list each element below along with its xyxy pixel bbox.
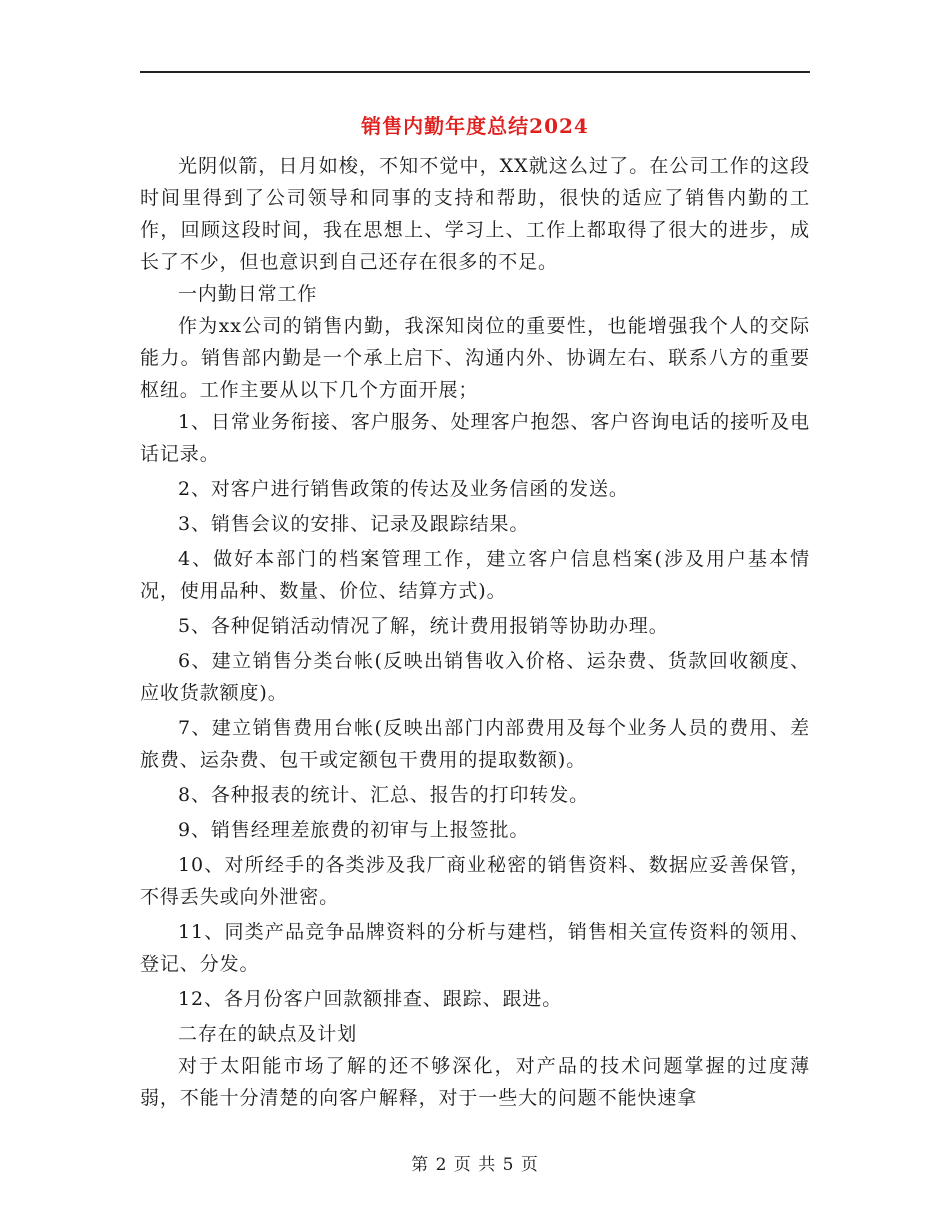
document-title: 销售内勤年度总结2024 [361,114,589,138]
list-item-5: 5、各种促销活动情况了解，统计费用报销等协助办理。 [178,615,669,637]
list-item-3: 3、销售会议的安排、记录及跟踪结果。 [178,513,530,535]
list-item-10: 10、对所经手的各类涉及我厂商业秘密的销售资料、数据应妥善保管，不得丢失或向外泄密。 [140,854,810,908]
section-heading-2: 二存在的缺点及计划 [178,1023,358,1045]
list-item-6: 6、建立销售分类台帐(反映出销售收入价格、运杂费、货款回收额度、应收货款额度)。 [140,650,810,704]
list-item-2: 2、对客户进行销售政策的传达及业务信函的发送。 [178,478,629,500]
page-number: 第 2 页 共 5 页 [411,1155,539,1175]
list-item-1: 1、日常业务衔接、客户服务、处理客户抱怨、客户咨询电话的接听及电话记录。 [140,411,810,465]
header-rule [140,71,810,73]
list-item-9: 9、销售经理差旅费的初审与上报签批。 [178,819,530,841]
list-item-12: 12、各月份客户回款额排查、跟踪、跟进。 [178,988,563,1010]
list-item-8: 8、各种报表的统计、汇总、报告的打印转发。 [178,784,589,806]
section-heading-1: 一内勤日常工作 [178,283,318,305]
paragraph-shortcomings: 对于太阳能市场了解的还不够深化，对产品的技术问题掌握的过度薄弱，不能十分清楚的向客户解释，对于一些大的问题不能快速拿 [140,1055,810,1109]
paragraph-intro: 光阴似箭，日月如梭，不知不觉中，XX就这么过了。在公司工作的这段时间里得到了公司领导和同事的支持和帮助，很快的适应了销售内勤的工作，回顾这段时间，我在思想上、学习上、工作上都取得了很大的进步，成长了不少，但也意识到自己还存在很多的不足。 [140,155,810,273]
list-item-4: 4、做好本部门的档案管理工作，建立客户信息档案(涉及用户基本情况，使用品种、数量、价位、结算方式)。 [140,548,810,602]
paragraph-role: 作为xx公司的销售内勤，我深知岗位的重要性，也能增强我个人的交际能力。销售部内勤是一个承上启下、沟通内外、协调左右、联系八方的重要枢纽。工作主要从以下几个方面开展； [140,315,810,401]
list-item-11: 11、同类产品竞争品牌资料的分析与建档，销售相关宣传资料的领用、登记、分发。 [140,921,810,975]
document-body [140,150,810,1114]
list-item-7: 7、建立销售费用台帐(反映出部门内部费用及每个业务人员的费用、差旅费、运杂费、包干或定额包干费用的提取数额)。 [140,717,810,771]
